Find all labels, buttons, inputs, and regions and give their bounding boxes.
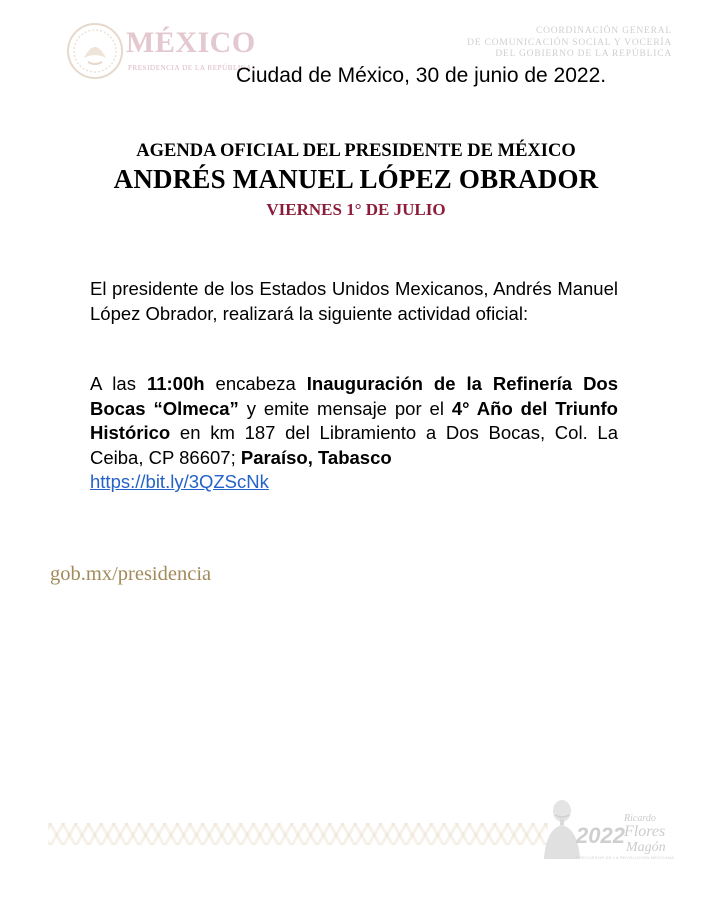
year-number: 2022: [576, 823, 625, 848]
footer-website: gob.mx/presidencia: [50, 563, 212, 585]
event-anniversary: 4° Año del Triunfo Histórico: [90, 397, 618, 443]
agenda-date: VIERNES 1° DE JULIO: [266, 200, 446, 219]
event-text: en km 187 del Libramiento a Dos Bocas, Col. La Ceiba, CP 86607;: [90, 422, 618, 468]
place-date: Ciudad de México, 30 de junio de 2022.: [236, 64, 607, 87]
event-text: y emite mensaje por el: [238, 397, 452, 419]
year-name-middle: Flores: [624, 823, 666, 840]
coordination-line-1: COORDINACIÓN GENERAL: [535, 26, 672, 36]
event-location: Paraíso, Tabasco: [240, 446, 392, 468]
national-seal-icon: [66, 22, 124, 80]
coordination-line-3: DEL GOBIERNO DE LA REPÚBLICA: [495, 49, 672, 59]
year-name-last: Magón: [626, 840, 666, 855]
agenda-title: AGENDA OFICIAL DEL PRESIDENTE DE MÉXICO: [136, 141, 576, 161]
event-text: A las: [90, 373, 147, 394]
event-text: encabeza: [204, 373, 307, 394]
event-paragraph: [90, 372, 618, 495]
event-name: Inauguración de la Refinería Dos Bocas “Olmeca”: [90, 373, 619, 419]
event-time: 11:00h: [146, 373, 205, 394]
decorative-pattern-band: [48, 823, 548, 845]
portrait-icon: [540, 795, 580, 859]
year-logo: [540, 795, 675, 865]
year-name-first: Ricardo: [624, 813, 656, 824]
mexico-logo-wordmark: MÉXICO: [126, 26, 256, 59]
logo-subtitle: PRESIDENCIA DE LA REPÚBLICA: [128, 64, 252, 72]
coordination-header: [467, 26, 672, 61]
president-name: ANDRÉS MANUEL LÓPEZ OBRADOR: [113, 164, 599, 194]
intro-paragraph: El presidente de los Estados Unidos Mexicanos, Andrés Manuel López Obrador, realizará la siguiente actividad oficial:: [90, 278, 618, 324]
event-link[interactable]: https://bit.ly/3QZScNk: [90, 471, 269, 492]
coordination-line-2: DE COMUNICACIÓN SOCIAL Y VOCERÍA: [467, 37, 672, 48]
year-subtitle: PRECURSOR DE LA REVOLUCIÓN MEXICANA: [576, 855, 675, 860]
